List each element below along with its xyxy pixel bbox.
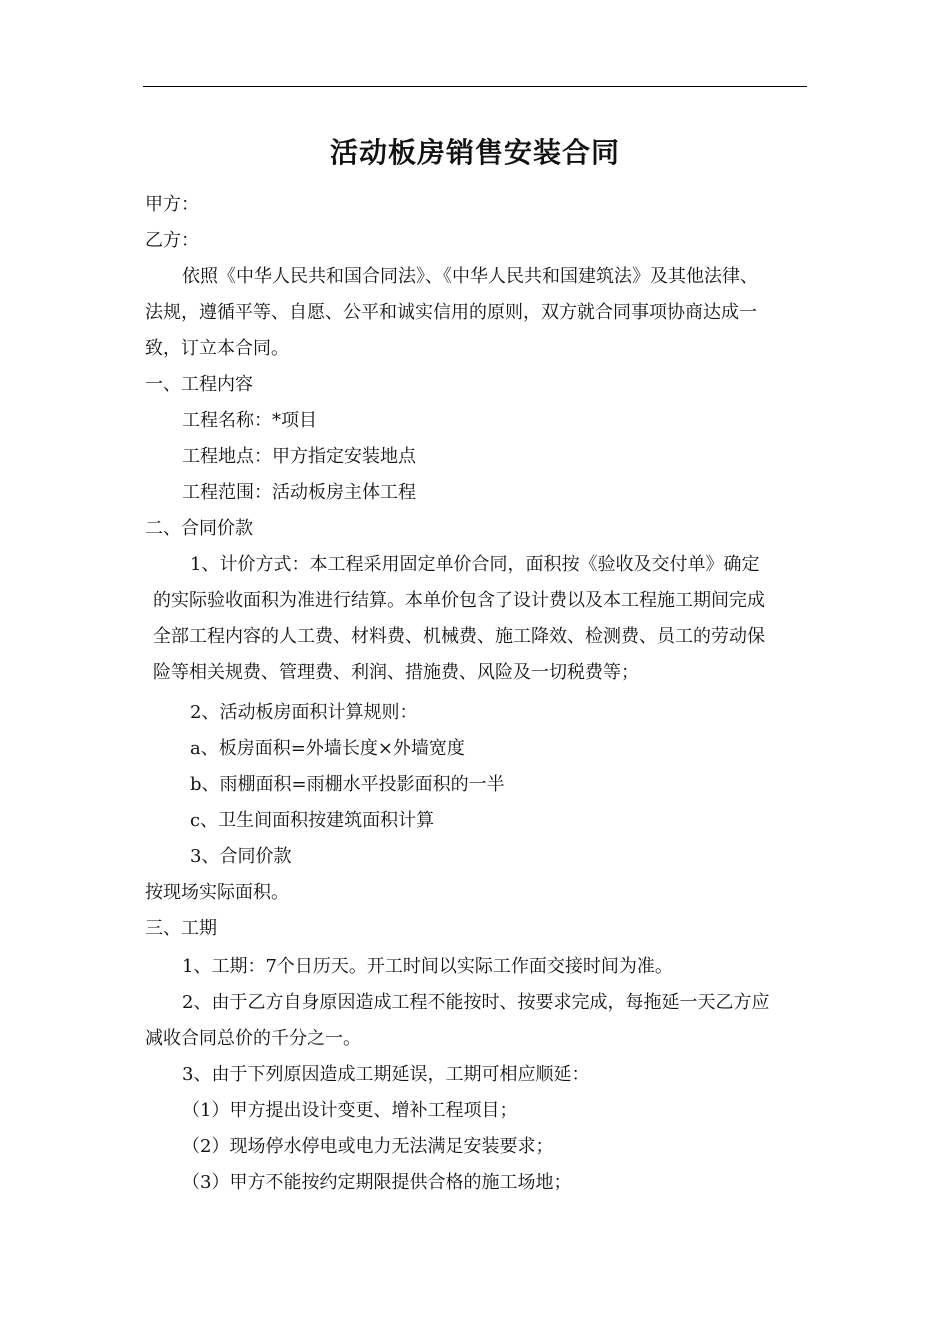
section2-heading: 二、合同价款 [145,518,253,539]
party-a-label: 甲方： [145,194,199,215]
intro-line: 致，订立本合同。 [145,338,289,359]
document-title: 活动板房销售安装合同 [329,136,620,169]
area-rule-a: a、板房面积=外墙长度×外墙宽度 [190,738,465,759]
area-rule-b: b、雨棚面积=雨棚水平投影面积的一半 [190,774,505,795]
intro-line: 法规，遵循平等、自愿、公平和诚实信用的原则，双方就合同事项协商达成一 [145,302,757,323]
pricing-method-line: 全部工程内容的人工费、材料费、机械费、施工降效、检测费、员工的劳动保 [153,626,765,647]
project-scope: 工程范围：活动板房主体工程 [182,482,416,503]
pricing-method-line: 1、计价方式：本工程采用固定单价合同，面积按《验收及交付单》确定 [190,554,760,575]
extension-cause: （1）甲方提出设计变更、增补工程项目； [182,1100,518,1121]
extension-cause: （2）现场停水停电或电力无法满足安装要求； [182,1136,554,1157]
area-rule-c: c、卫生间面积按建筑面积计算 [190,810,435,831]
contract-price-text: 按现场实际面积。 [145,882,289,903]
section1-heading: 一、工程内容 [145,374,253,395]
project-name: 工程名称：*项目 [182,410,317,431]
delay-penalty-line: 减收合同总价的千分之一。 [145,1028,361,1049]
area-rules-heading: 2、活动板房面积计算规则： [190,702,418,723]
section3-heading: 三、工期 [145,918,217,939]
project-location: 工程地点：甲方指定安装地点 [182,446,416,467]
extension-heading: 3、由于下列原因造成工期延误，工期可相应顺延： [182,1064,590,1085]
pricing-method-line: 的实际验收面积为准进行结算。本单价包含了设计费以及本工程施工期间完成 [153,590,765,611]
party-b-label: 乙方： [145,230,199,251]
header-rule [143,86,807,87]
duration-line: 1、工期：7个日历天。开工时间以实际工作面交接时间为准。 [182,956,673,977]
pricing-method-line: 险等相关规费、管理费、利润、措施费、风险及一切税费等； [153,662,639,683]
delay-penalty-line: 2、由于乙方自身原因造成工程不能按时、按要求完成，每拖延一天乙方应 [182,992,770,1013]
contract-price-heading: 3、合同价款 [190,846,292,867]
intro-line: 依照《中华人民共和国合同法》、《中华人民共和国建筑法》及其他法律、 [182,266,758,287]
extension-cause: （3）甲方不能按约定期限提供合格的施工场地； [182,1172,572,1193]
